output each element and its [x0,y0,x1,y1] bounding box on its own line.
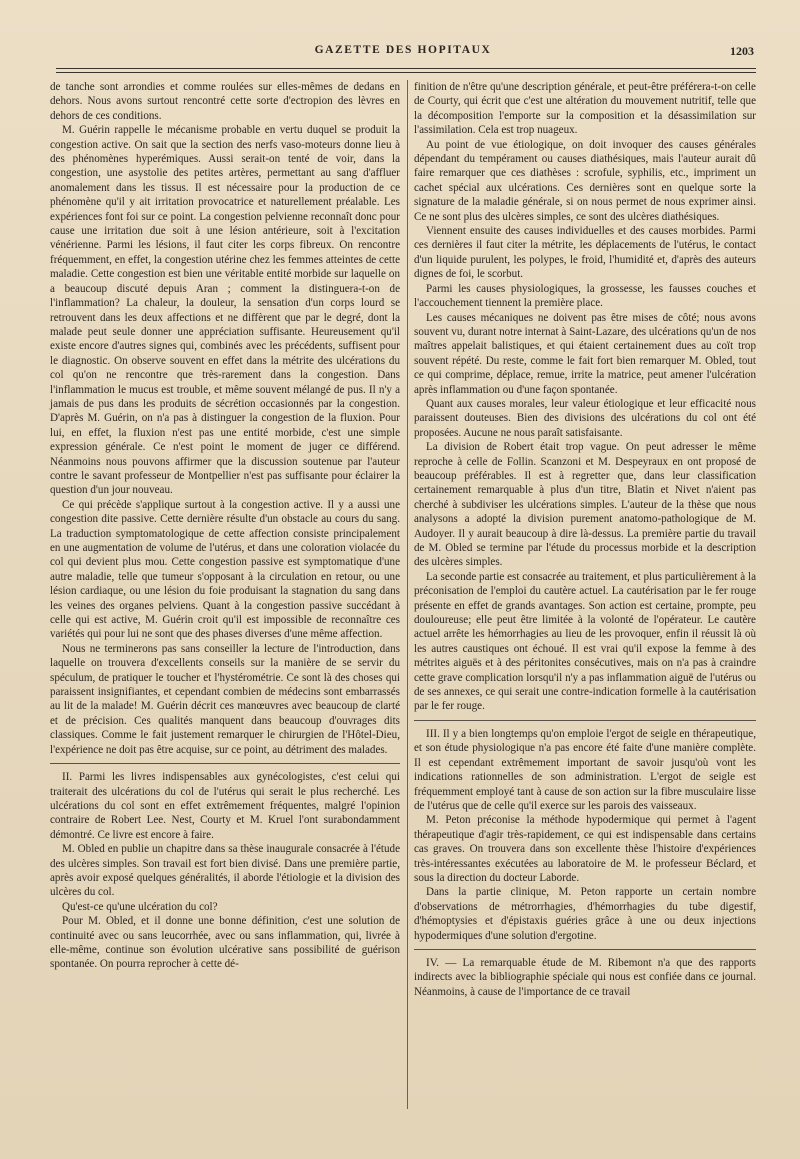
paragraph: Quant aux causes morales, leur valeur étiologique et leur efficacité nous paraissent douteuses. Bien des divisions des ulcérations du col ont été proposées. Aucune ne nous paraît satisfaisante. [414,397,756,439]
header-rule-thick [56,68,756,69]
journal-title: GAZETTE DES HOPITAUX [314,44,492,56]
paragraph: Viennent ensuite des causes individuelles et des causes morbides. Parmi ces dernières il faut citer la métrite, les déplacements de l'utérus, le contact d'un liquide purulent, les polypes, le froid, l'humidité et, d'après des auteurs dignes de foi, le scorbut. [414,225,756,281]
section-divider [414,949,756,950]
left-column [50,80,400,972]
article-columns [50,80,756,1139]
paragraph: Qu'est-ce qu'une ulcération du col? [62,900,218,913]
paragraph: Les causes mécaniques ne doivent pas être mises de côté; nous avons souvent vu, durant notre internat à Saint-Lazare, des ulcérations qu'un de nos maîtres appelait balistiques, et qui étaient certainement dues au coït trop souvent répété. Du reste, comme le fait fort bien remarquer M. Obled, tout ce qui comprime, déplace, remue, irrite la matrice, peut amener l'ulcération après inflammation ou d'une façon spontanée. [414,311,756,396]
section-divider [50,763,400,764]
paragraph: M. Guérin rappelle le mécanisme probable en vertu duquel se produit la congestion active. On sait que la section des nerfs vaso-moteurs donne lieu à des phénomènes hyperémiques. Aussi serait-on tenté de voir, dans la congestion, une asystolie des petites artères, permettant au sang d'affluer anomalement dans les tissus. Il est nécessaire pour la production de ce phénomène qu'il y ait irritation provocatrice et naturellement préalable. Les expériences font foi sur ce point. La congestion pelvienne reconnaît donc pour cause une irritation due soit à une lésion antérieure, soit à l'excitation vénérienne. Parmi les lésions, il faut citer les corps fibreux. On rencontre fréquemment, en effet, la congestion utérine chez les femmes atteintes de cette maladie. Cette congestion est bien une véritable entité morbide sur laquelle on a beaucoup discuté depuis Aran ; comment la distinguera-t-on de l'inflammation? La chaleur, la douleur, la sensation d'un corps lourd se retrouvent dans les deux affections et ne diffèrent que par le degré, dont la malade peut seule donner une appréciation suffisante. Heureusement qu'il existe encore d'autres signes qui, combinés avec les précédents, suffisent pour le diagnostic. On observe souvent en effet dans la métrite des ulcérations du col qu'on ne rencontre que très-rarement dans la congestion. Dans l'inflammation le mucus est trouble, et même souvent mélangé de pus. Il n'y a jamais de pus dans les produits de sécrétion occasionnés par la congestion. D'après M. Guérin, on n'a pas à distinguer la congestion de la fluxion. Pour lui, en effet, la fluxion n'est pas une entité morbide, c'est une simple expression générale. Ce n'est point le moment de juger ce différend. Néanmoins nous pouvons affirmer que la discussion soutenue par l'auteur contre le savant professeur de Montpellier n'est pas suffisante pour éclairer la question d'un jour nouveau. [50,124,400,497]
paragraph: Pour M. Obled, et il donne une bonne définition, c'est une solution de continuité avec ou sans leucorrhée, avec ou sans inflammation, qui, livrée à elle-même, continue son évolution ulcérative sans possibilité de guérison spontanée. On pourra reprocher à cette dé- [50,915,400,971]
paragraph: II. Parmi les livres indispensables aux gynécologistes, c'est celui qui traiterait des ulcérations du col de l'utérus qui serait le plus recherché. Les ulcérations du col sont en effet extrêmement fréquentes, malgré l'opinion contraire de Robert Lee. Nest, Courty et M. Kruel l'ont surabondamment démontré. Ce livre est encore à faire. [50,771,400,841]
page-header [50,44,756,64]
section-divider [414,720,756,721]
paragraph: Au point de vue étiologique, on doit invoquer des causes générales dépendant du tempérament ou causes diathésiques, mais l'auteur aurait dû faire remarquer que ces diathèses : scrofule, syphilis, etc., impriment un cachet spécial aux ulcérations. Ces dernières sont en quelque sorte la signature de la maladie générale, si on nous permet de nous exprimer ainsi. Ce ne sont plus des ulcères simples, ce sont des ulcères diathésiques. [414,138,756,223]
paragraph: M. Peton préconise la méthode hypodermique qui permet à l'agent thérapeutique d'agir très-rapidement, ce qui est indispensable dans certains cas graves. On trouvera dans son excellente thèse l'histoire d'expériences très-intéressantes exécutées au laboratoire de M. le professeur Béclard, et sous la direction du docteur Laborde. [414,814,756,884]
paragraph: Parmi les causes physiologiques, la grossesse, les fausses couches et l'accouchement tiennent la première place. [414,282,756,310]
paragraph: Ce qui précède s'applique surtout à la congestion active. Il y a aussi une congestion dite passive. Cette dernière résulte d'un obstacle au cours du sang. La traduction symptomatologique de cette affection consiste principalement en une augmentation de volume de l'utérus, et dans une coloration violacée du col qui devient plus mou. Cette congestion passive est symptomatique d'une autre maladie, telle que tumeur s'opposant à la circulation en retour, ou une lésion cardiaque, ou une lésion du foie produisant la stagnation du sang dans les veines des organes pelviens. Quant à la congestion passive succédant à celle qui est active, M. Guérin croit qu'il est impossible de reconnaître ces variétés qui pour lui ne sont que des phases diverses d'une même affection. [50,498,400,641]
paragraph: finition de n'être qu'une description générale, et peut-être préférera-t-on celle de Courty, qui écrit que c'est une altération du mouvement nutritif, telle que la décomposition l'emporte sur la composition et la désassimilation sur l'assimilation. Cela est trop nuageux. [414,81,756,137]
header-rule-thin [56,72,756,73]
paragraph: IV. — La remarquable étude de M. Ribemont n'a que des rapports indirects avec la bibliographie spéciale qui nous est confiée dans ce journal. Néanmoins, à cause de l'importance de ce travail [414,956,756,998]
paragraph: Dans la partie clinique, M. Peton rapporte un certain nombre d'observations de métrorrhagies, d'hémorrhagies du tube digestif, d'hémoptysies et d'épistaxis guéries grâce à une ou deux injections hypodermiques d'une solution d'ergotine. [414,886,756,942]
paragraph: La division de Robert était trop vague. On peut adresser le même reproche à celle de Follin. Scanzoni et M. Despeyraux en ont proposé de beaucoup préférables. Il est à regretter que, dans leur classification certainement remarquable à plus d'un titre, Blatin et Nivet n'aient pas cherché à subdiviser les ulcérations simples. L'auteur de la thèse que nous analysons a adopté la division purement anatomo-pathologique de M. Audoyer. Il y aurait beaucoup à dire là-dessus. La première partie du travail de M. Obled se termine par l'étude du processus morbide et la description des ulcères simples. [414,441,756,569]
paragraph: III. Il y a bien longtemps qu'on emploie l'ergot de seigle en thérapeutique, et son étude physiologique n'a pas encore été faite d'une manière complète. Il est cependant extrêmement important de savoir jusqu'où vont les indications rationnelles de son administration. L'ergot de seigle est fréquemment employé tant à cause de son action sur la fibre musculaire lisse de l'utérus que de celle qu'il exerce sur les parois des vaisseaux. [414,727,756,812]
page-number: 1203 [730,44,754,58]
paragraph: de tanche sont arrondies et comme roulées sur elles-mêmes de dedans en dehors. Nous avons surtout rencontré cette sorte d'ectropion des lèvres en dehors de ces conditions. [50,81,400,122]
paragraph: Nous ne terminerons pas sans conseiller la lecture de l'introduction, dans laquelle on trouvera d'excellents conseils sur la manière de se servir du spéculum, de pratiquer le toucher et l'hystérométrie. Ce sont là des choses qui paraissent insignifiantes, et cependant combien de médecins sont embarrassés au lit de la malade! M. Guérin décrit ces manœuvres avec beaucoup de clarté et de précision. Ces qualités manquent dans beaucoup d'ouvrages dits classiques. Comme le fait justement remarquer le chirurgien de l'Hôtel-Dieu, l'expérience ne doit pas être acquise, sur ce point, au détriment des malades. [50,642,400,756]
paragraph: M. Obled en publie un chapitre dans sa thèse inaugurale consacrée à l'étude des ulcères simples. Son travail est fort bien divisé. Dans une première partie, après avoir exposé quelques généralités, il aborde l'étiologie et la division des ulcères du col. [50,843,400,899]
right-column [414,80,756,999]
paragraph: La seconde partie est consacrée au traitement, et plus particulièrement à la préconisation de l'emploi du cautère actuel. La cautérisation par le fer rouge présente en effet de grands avantages. Son action est certaine, prompte, peu douloureuse; elle peut être limitée à la volonté de l'opérateur. Le cautère actuel arrête les hémorrhagies au lieu de les provoquer, enfin il réussit là où les autres caustiques ont échoué. Il est vrai qu'il expose la femme à des métrites aiguës et à des péritonites consécutives, mais on n'a pas à craindre cette grave complication lorsqu'il n'y a pas inflammation aiguë de l'utérus ou de ses annexes, ce qui serait une contre-indication formelle à la cautérisation par le fer rouge. [414,570,756,713]
column-divider [407,80,408,1109]
